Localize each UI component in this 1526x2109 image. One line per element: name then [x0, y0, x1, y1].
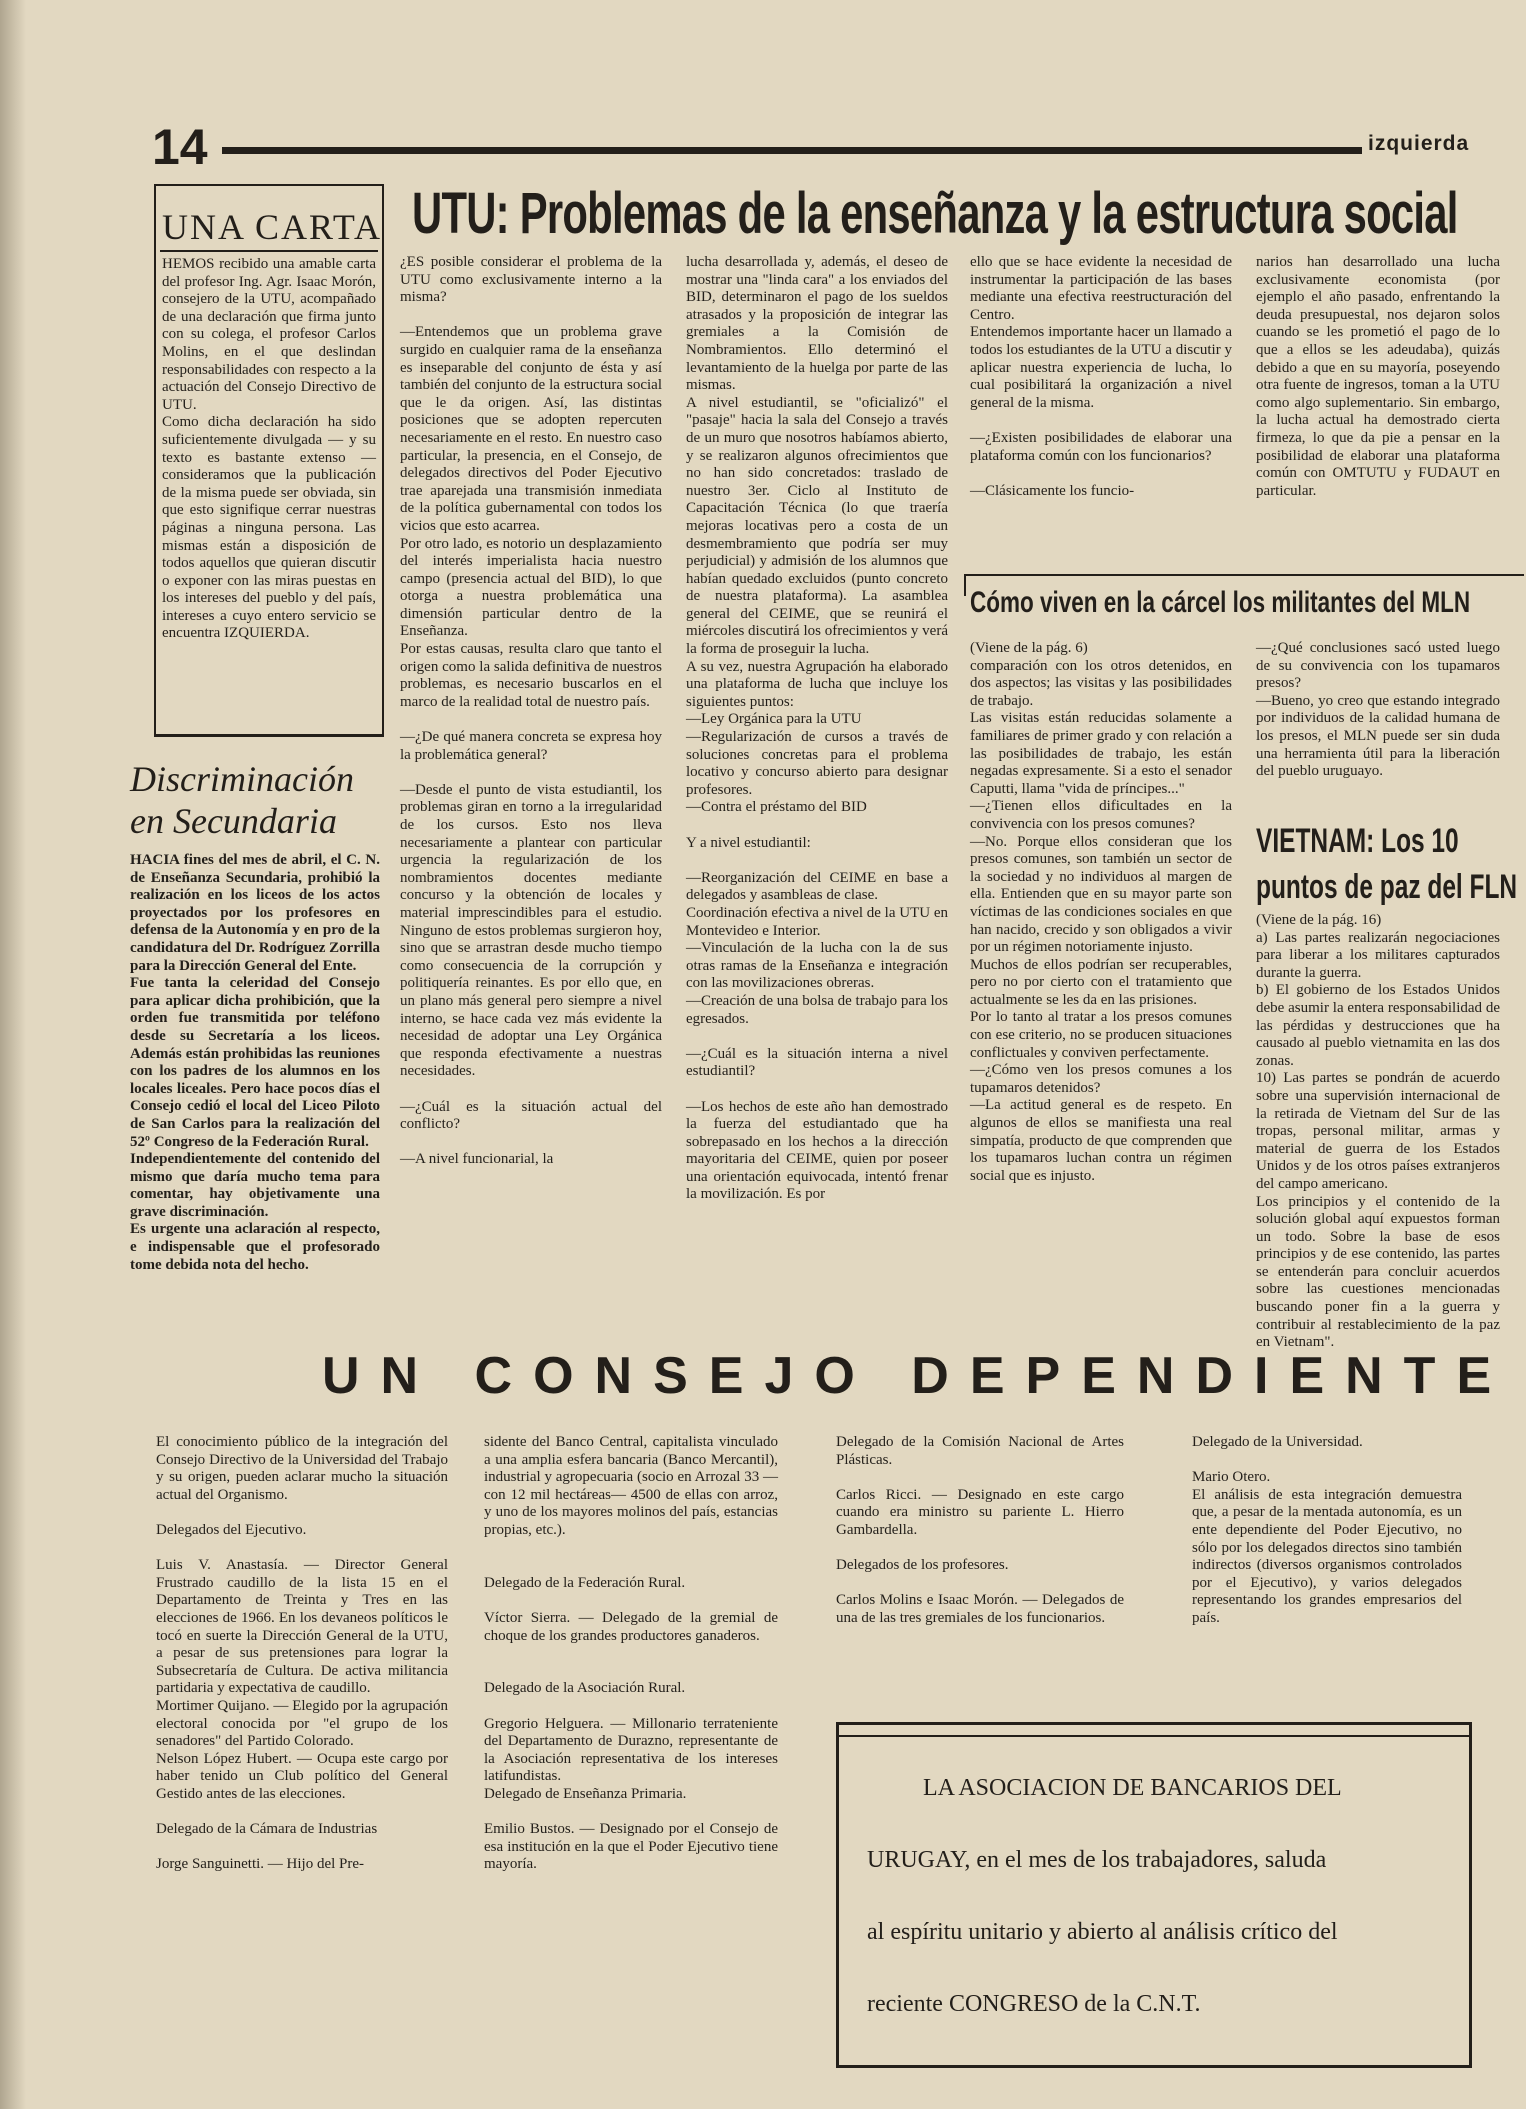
carcel-headline: Cómo viven en la cárcel los militantes del MLN — [970, 586, 1471, 619]
advert-line-2: URUGAY, en el mes de los trabajadores, saluda — [867, 1847, 1327, 1873]
utu-column-4: narios han desarrollado una lucha exclusivamente economista (por ejemplo el año pasado, enfrentando la deuda presupuestal, nos dejaron solos cuando se les prometió el pago de lo que a ellos se les adeudaba), quizás debido a que en su mayoría, poseyendo otra fuente de ingresos, toman a la UTU como algo suplementario. Sin embargo, la lucha actual ha demostrado cierta firmeza, lo que da pie a pensar en la posibilidad de elaborar una plataforma común con OMTUTU y FUDAUT en particular. — [1256, 254, 1500, 499]
carcel-column-2: —¿Qué conclusiones sacó usted luego de su convivencia con los tupamaros presos? —Bueno, yo creo que estando integrado por individuos de la calidad humana de los presos, el MLN puede ser sin duda una herramienta útil para la liberación del pueblo uruguayo. — [1256, 640, 1500, 780]
publication-title: izquierda — [1368, 132, 1470, 155]
carcel-box-left-border — [964, 574, 966, 596]
utu-column-1: ¿ES posible considerar el problema de la UTU como exclusivamente interno a la misma? —Entendemos que un problema grave surgido en cualquier rama de la enseñanza es inseparable del conjunto de ésta y así también del conjunto de la estructura social que le da origen. Así, las distintas posiciones que se adopten repercuten necesariamente en el resto. En nuestro caso particular, la presencia, en el Consejo, de delegados directivos del Poder Ejecutivo trae aparejada una transmisión inmediata de la política gubernamental con todos los vicios que esto acarrea. Por otro lado, es notorio un desplazamiento del interés imperialista hacia nuestro campo (presencia actual del BID), lo que otorga a nuestra problemática una dimensión particular dentro de la Enseñanza. Por estas causas, resulta claro que tanto el origen como la salida definitiva de nuestros problemas, es necesario buscarlos en el marco de la realidad total de nuestro país. —¿De qué manera concreta se expresa hoy la problemática general? —Desde el punto de vista estudiantil, los problemas giran en torno a la irregularidad de los cursos. Esto nos lleva necesariamente a plantear con particular urgencia la regularización de los nombramientos docentes mediante concurso y la obtención de locales y material imprescindibles para el estudio. Ninguno de estos problemas surgieron hoy, sino que se arrastran desde mucho tiempo como consecuencia de la corrupción y politiquería reinantes. Es por ello que, en un plano más general pero siempre a nivel interno, se hace cada vez más evidente la necesidad de adoptar una Ley Orgánica que responda efectivamente a nuestras necesidades. —¿Cuál es la situación actual del conflicto? —A nivel funcionarial, la — [400, 254, 662, 1168]
vietnam-headline-line1: VIETNAM: Los 10 — [1256, 822, 1459, 860]
consejo-headline: UN CONSEJO DEPENDIENTE — [322, 1347, 1513, 1405]
discrim-title-line2: en Secundaria — [130, 801, 337, 841]
advert-line-1: LA ASOCIACION DE BANCARIOS DEL — [923, 1775, 1342, 1801]
utu-column-3: ello que se hace evidente la necesidad de instrumentar la participación de las bases mediante una efectiva reestructuración del Centro. Entendemos importante hacer un llamado a todos los estudiantes de la UTU a discutir y aplicar nuestra experiencia de lucha, lo cual posibilitará la organización a nivel general de la misma. —¿Existen posibilidades de elaborar una plataforma común con los funcionarios? —Clásicamente los funcio- — [970, 254, 1232, 499]
consejo-column-4: Delegado de la Universidad. Mario Otero. El análisis de esta integración demuestra que, a pesar de la mentada autonomía, es un ente dependiente del Poder Ejecutivo, no sólo por los delegados directos sino también indirectos (diversos organismos controlados por el Ejecutivo), y varios delegados representando los grandes empresarios del país. — [1192, 1434, 1462, 1626]
carcel-box-border — [964, 574, 1524, 576]
advert-line-4: reciente CONGRESO de la C.N.T. — [867, 1991, 1201, 2017]
vietnam-headline-line2: puntos de paz del FLN — [1256, 868, 1518, 906]
page-shadow — [0, 0, 26, 2109]
utu-column-2: lucha desarrollada y, además, el deseo de mostrar una "linda cara" a los enviados del BID, determinaron el pago de los sueldos atrasados y la proposición de integrar las gremiales a la Comisión de Nombramientos. Ello determinó el levantamiento de la huelga por parte de las mismas. A nivel estudiantil, se "oficializó" el "pasaje" hacia la sala del Consejo a través de un muro que nosotros habíamos abierto, y se realizaron algunos ofrecimientos que no han sido concretados: traslado de nuestro 3er. Ciclo al Instituto de Capacitación Técnica (lo que traería mejoras locativas pero a costa de un desmembramiento que podría ser muy perjudicial) y admisión de los alumnos que habían quedado excluidos (punto concreto de nuestra plataforma). La asamblea general del CEIME, que se reunirá el miércoles discutirá los ofrecimientos y verá la forma de proseguir la lucha. A su vez, nuestra Agrupación ha elaborado una plataforma de lucha que incluye los siguientes puntos: —Ley Orgánica para la UTU —Regularización de cursos a través de soluciones concretas para el problema locativo y concurso abierto para designar profesores. —Contra el préstamo del BID Y a nivel estudiantil: —Reorganización del CEIME en base a delegados y asambleas de clase. Coordinación efectiva a nivel de la UTU en Montevideo e Interior. —Vinculación de la lucha con la de sus otras ramas de la Enseñanza e integración con las movilizaciones obreras. —Creación de una bolsa de trabajo para los egresados. —¿Cuál es la situación interna a nivel estudiantil? —Los hechos de este año han demostrado la fuerza del estudiantado que ha sobrepasado en los hechos a la dirección mayoritaria del CEIME, quien por poseer una orientación equivocada, intentó frenar la movilización. Es por — [686, 254, 948, 1203]
vietnam-headline — [1256, 818, 1517, 910]
header-rule — [222, 147, 1362, 154]
page-number: 14 — [152, 119, 208, 175]
consejo-column-2: sidente del Banco Central, capitalista vinculado a una amplia esfera bancaria (Banco Mercantil), industrial y agropecuaria (socio en Arrozal 33 —con 12 mil hectáreas— 4500 de ellas con arroz, y uno de los mayores molinos del país, estancias propias, etc.). Delegado de la Federación Rural. Víctor Sierra. — Delegado de la gremial de choque de los grandes productores ganaderos. Delegado de la Asociación Rural. Gregorio Helguera. — Millonario terrateniente del Departamento de Durazno, representante de la Asociación representativa de los intereses latifundistas. Delegado de Enseñanza Primaria. Emilio Bustos. — Designado por el Consejo de esa institución en la que el Poder Ejecutivo tiene mayoría. — [484, 1434, 778, 1873]
carta-bottom-rule — [154, 734, 384, 737]
carta-title: UNA CARTA — [162, 207, 382, 247]
consejo-column-3: Delegado de la Comisión Nacional de Artes Plásticas. Carlos Ricci. — Designado en este cargo cuando era ministro su pariente L. Hierro Gambardella. Delegados de los profesores. Carlos Molins e Isaac Morón. — Delegados de una de las tres gremiales de los funcionarios. — [836, 1434, 1124, 1626]
advert-box — [836, 1722, 1472, 2068]
carta-body: HEMOS recibido una amable carta del profesor Ing. Agr. Isaac Morón, consejero de la UTU, acompañado de una declaración que firma junto con su colega, el profesor Carlos Molins, en el que deslindan responsabilidades con respecto a la actuación del Consejo Directivo de UTU. Como dicha declaración ha sido suficientemente divulgada — y su texto es bastante extenso — consideramos que la publicación de la misma puede ser obviada, sin que esto signifique cerrar nuestras páginas a ninguna persona. Las mismas están a disposición de todos aquellos que quieran discutir o exponer con las miras puestas en los intereses del pueblo y del país, intereses a cuyo entero servicio se encuentra IZQUIERDA. — [162, 256, 376, 642]
advert-inner-rule — [839, 1735, 1469, 1737]
discrim-title — [130, 758, 354, 842]
advert-line-3: al espíritu unitario y abierto al análisis crítico del — [867, 1919, 1338, 1945]
main-headline: UTU: Problemas de la enseñanza y la estructura social — [412, 181, 1458, 246]
carta-title-rule — [160, 250, 378, 252]
discrim-title-line1: Discriminación — [130, 759, 354, 799]
vietnam-body: (Viene de la pág. 16) a) Las partes realizarán negociaciones para liberar a los militares capturados durante la guerra. b) El gobierno de los Estados Unidos debe asumir la entera responsabilidad de las pérdidas y destrucciones que ha causado al pueblo vietnamita en las dos zonas. 10) Las partes se pondrán de acuerdo sobre una supervisión internacional de la retirada de Vietnam del Sur de las tropas, personal militar, armas y material de guerra de los Estados Unidos y de los otros países extranjeros del campo americano. Los principios y el contenido de la solución global aquí expuestos forman un todo. Sobre la base de esos principios y de ese contenido, las partes se entenderán para concluir acuerdos sobre las cuestiones mencionadas buscando poner fin a la guerra y contribuir al restablecimiento de la paz en Vietnam". — [1256, 912, 1500, 1351]
carcel-column-1: (Viene de la pág. 6) comparación con los otros detenidos, en dos aspectos; las visitas y las posibilidades de trabajo. Las visitas están reducidas solamente a familiares de primer grado y con relación a las posibilidades de trabajo, les están negadas expresamente. Si a esto el senador Caputti, llama "vida de príncipes..." —¿Tienen ellos dificultades en la convivencia con los presos comunes? —No. Porque ellos consideran que los presos comunes, son también un sector de la sociedad y no individuos al margen de ella. Entienden que en su mayor parte son víctimas de las condiciones sociales en que han nacido, crecido y son obligados a vivir por un régimen notoriamente injusto. Muchos de ellos podrían ser recuperables, pero no por cierto con el tratamiento que actualmente se les da en las prisiones. Por lo tanto al tratar a los presos comunes con ese criterio, no se producen situaciones conflictuales y conviven perfectamente. —¿Cómo ven los presos comunes a los tupamaros detenidos? —La actitud general es de respeto. En algunos de ellos se manifiesta una real simpatía, producto de que comprenden que los tupamaros luchan contra un régimen social que es injusto. — [970, 640, 1232, 1184]
discrim-body: HACIA fines del mes de abril, el C. N. de Enseñanza Secundaria, prohibió la realización en los liceos de los actos proyectados por los profesores en defensa de la Autonomía y en pro de la candidatura del Dr. Rodríguez Zorrilla para la Dirección General del Ente. Fue tanta la celeridad del Consejo para aplicar dicha prohibición, que la orden fue transmitida por teléfono desde su Secretaría a los liceos. Además están prohibidas las reuniones con los padres de los alumnos en los locales liceales. Pero hace pocos días el Consejo cedió el local del Liceo Piloto de San Carlos para la realización del 52º Congreso de la Federación Rural. Independientemente del contenido del mismo que daría mucho tema para comentar, hay objetivamente una grave discriminación. Es urgente una aclaración al respecto, e indispensable que el profesorado tome debida nota del hecho. — [130, 852, 380, 1273]
consejo-column-1: El conocimiento público de la integración del Consejo Directivo de la Universidad del Trabajo y su origen, pueden aclarar mucho la situación actual del Organismo. Delegados del Ejecutivo. Luis V. Anastasía. — Director General Frustrado caudillo de la lista 15 en el Departamento de Treinta y Tres en las elecciones de 1966. En los devaneos políticos le tocó en suerte la Dirección General de la UTU, a pesar de sus pretensiones para lograr la Subsecretaría de Cultura. De activa militancia partidaria y expectativa de caudillo. Mortimer Quijano. — Elegido por la agrupación electoral conocida por "el grupo de los senadores" del Partido Colorado. Nelson López Hubert. — Ocupa este cargo por haber tenido un Club político del General Gestido antes de las elecciones. Delegado de la Cámara de Industrias Jorge Sanguinetti. — Hijo del Pre- — [156, 1434, 448, 1873]
